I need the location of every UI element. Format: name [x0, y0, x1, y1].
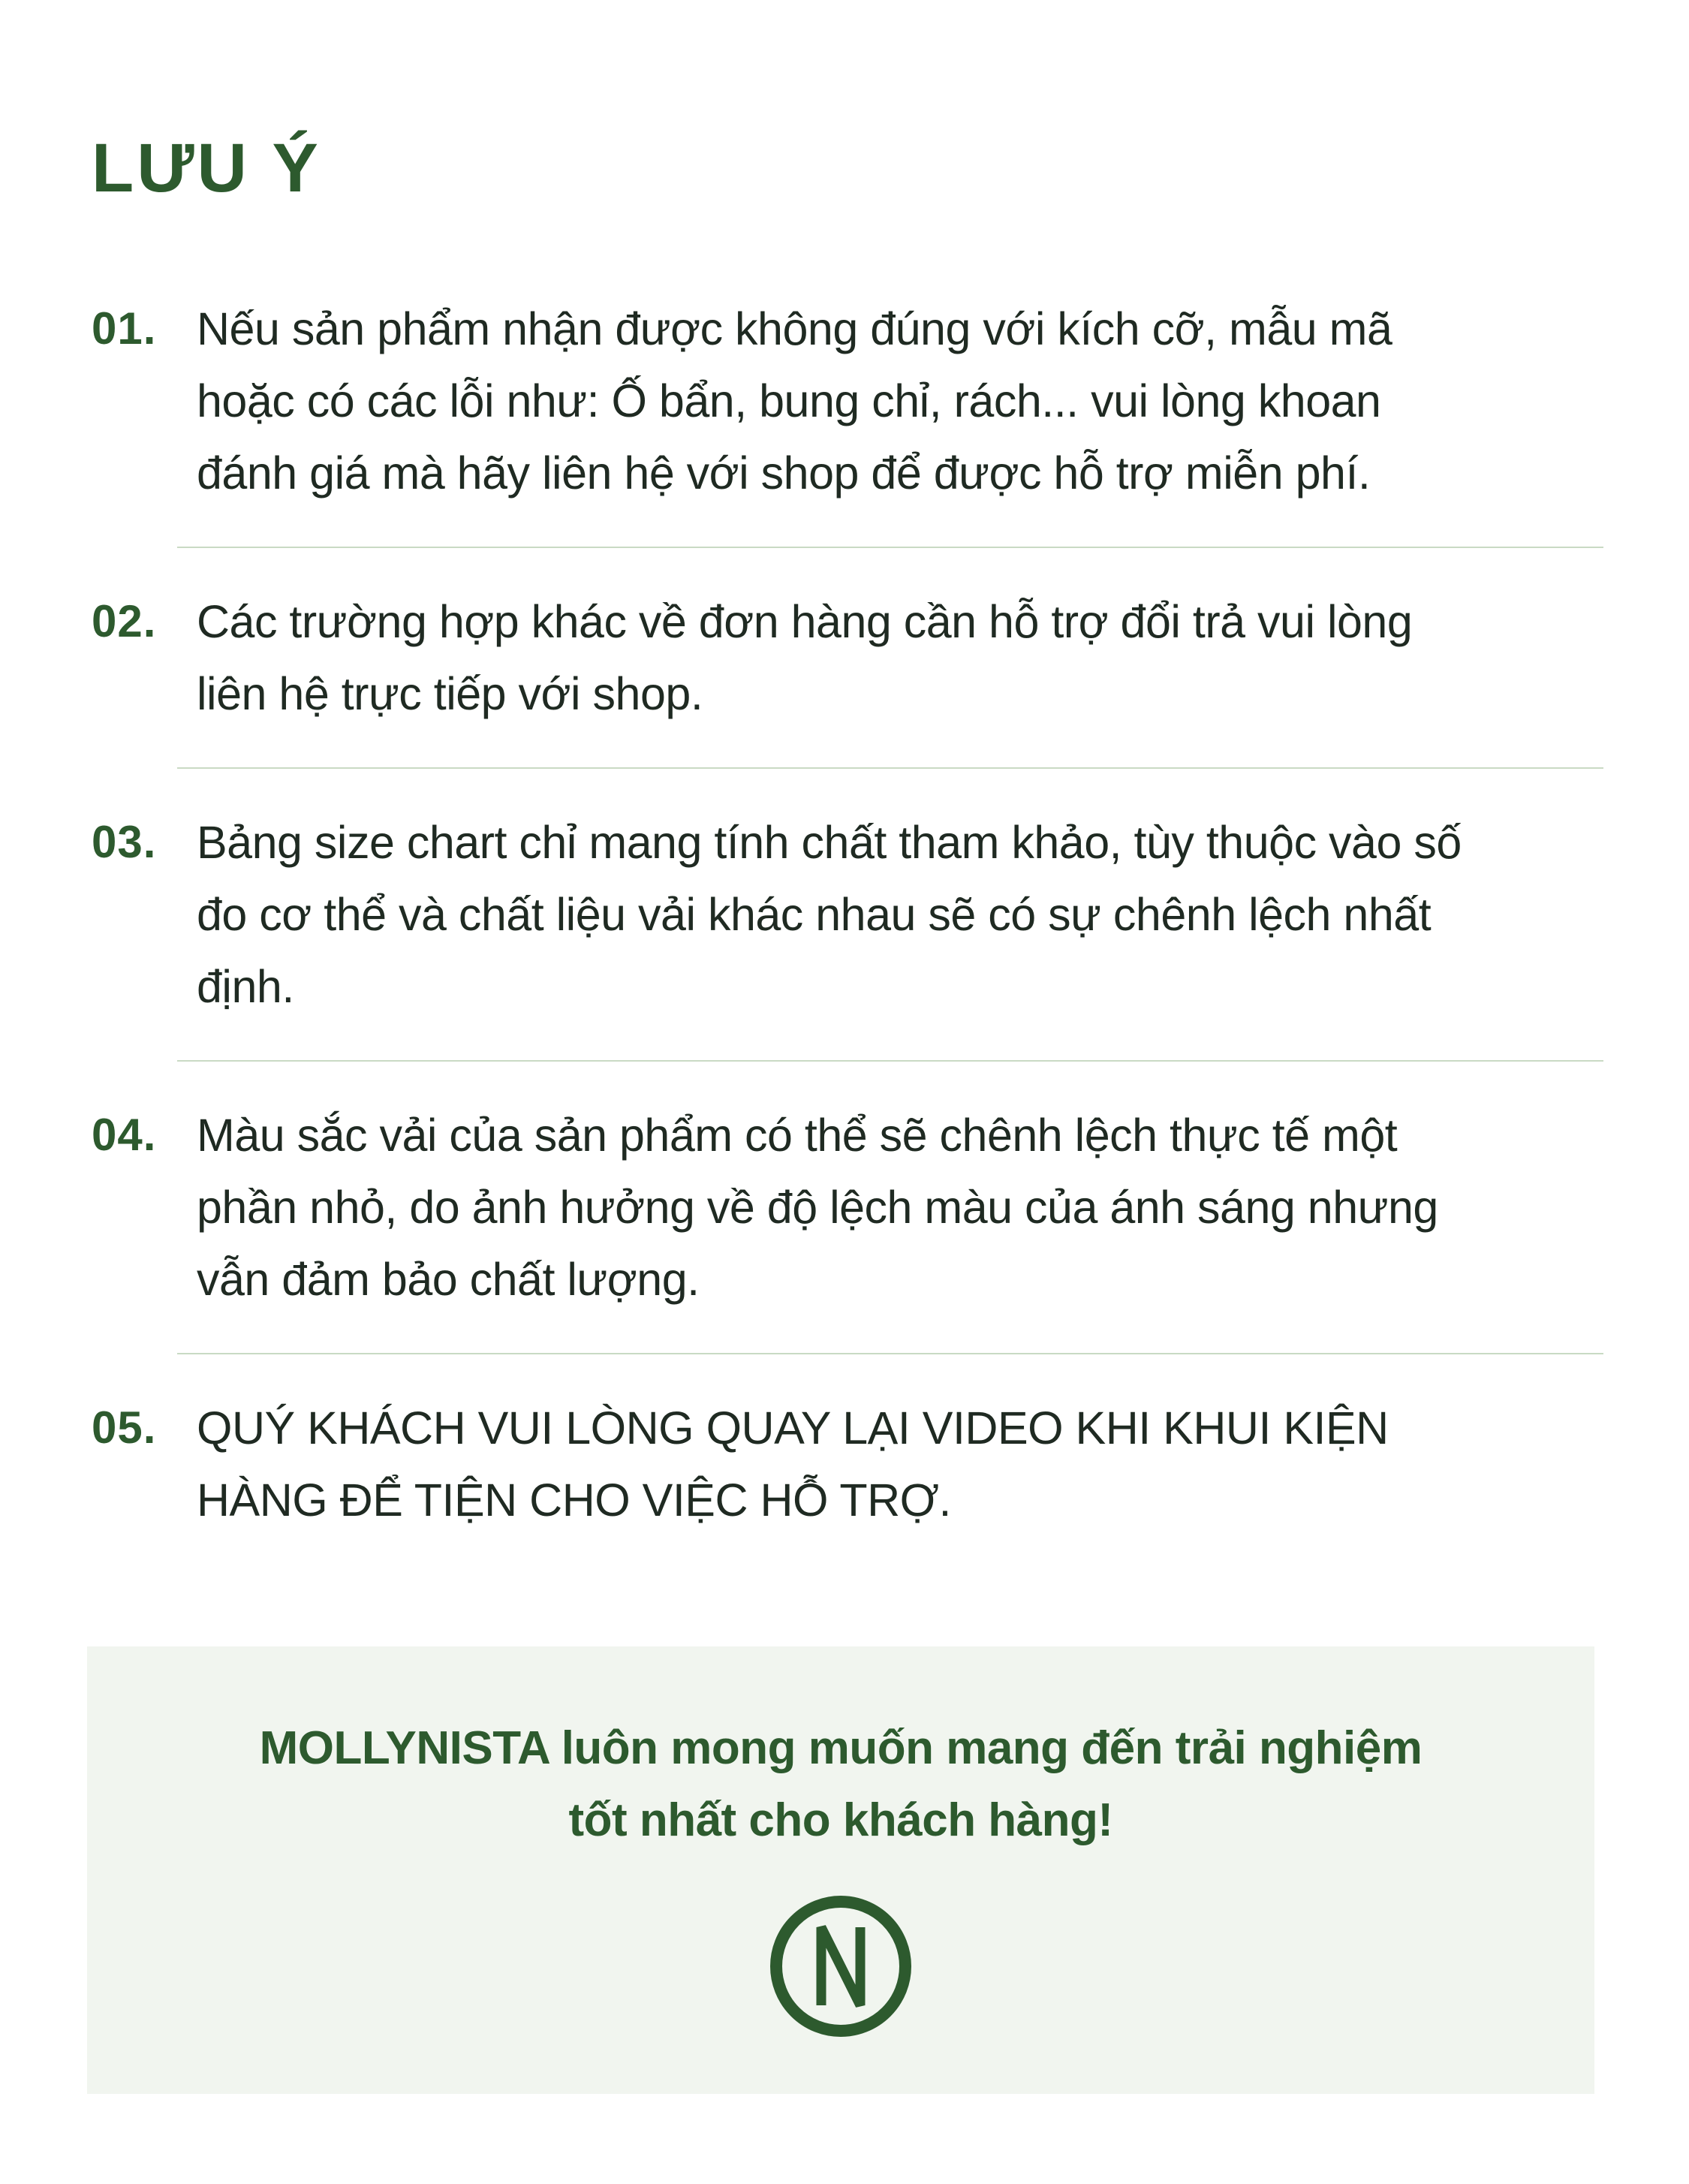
- divider: [177, 547, 1603, 548]
- note-line: hoặc có các lỗi như: Ố bẩn, bung chỉ, rách... vui lòng khoan: [197, 375, 1381, 426]
- page-title: LƯU Ý: [92, 130, 321, 206]
- note-line: Bảng size chart chỉ mang tính chất tham khảo, tùy thuộc vào số: [197, 817, 1462, 868]
- note-number: 05.: [92, 1402, 157, 1453]
- footer-banner: [87, 1646, 1594, 2094]
- note-line: Màu sắc vải của sản phẩm có thể sẽ chênh lệch thực tế một: [197, 1110, 1398, 1161]
- note-text: [197, 806, 1608, 1023]
- divider: [177, 767, 1603, 769]
- note-text: [197, 293, 1608, 509]
- mollynista-m-logo-icon: [766, 1891, 916, 2041]
- footer-message: [87, 1713, 1594, 1857]
- note-line: QUÝ KHÁCH VUI LÒNG QUAY LẠI VIDEO KHI KHUI KIỆN: [197, 1402, 1389, 1453]
- note-number: 03.: [92, 817, 157, 867]
- divider: [177, 1353, 1603, 1354]
- note-text: [197, 1099, 1608, 1315]
- note-line: đánh giá mà hãy liên hệ với shop để được hỗ trợ miễn phí.: [197, 447, 1371, 499]
- divider: [177, 1060, 1603, 1062]
- note-text: [197, 586, 1608, 730]
- note-number: 04.: [92, 1110, 157, 1160]
- note-line: phần nhỏ, do ảnh hưởng về độ lệch màu của ánh sáng nhưng: [197, 1182, 1438, 1233]
- note-text: [197, 1392, 1608, 1536]
- note-line: định.: [197, 961, 294, 1012]
- note-number: 02.: [92, 596, 157, 646]
- note-number: 01.: [92, 303, 157, 354]
- footer-message-line: tốt nhất cho khách hàng!: [568, 1794, 1113, 1846]
- footer-message-line: MOLLYNISTA luôn mong muốn mang đến trải nghiệm: [259, 1722, 1423, 1774]
- note-line: Nếu sản phẩm nhận được không đúng với kích cỡ, mẫu mã: [197, 303, 1392, 354]
- note-line: Các trường hợp khác về đơn hàng cần hỗ trợ đổi trả vui lòng: [197, 596, 1413, 647]
- note-line: vẫn đảm bảo chất lượng.: [197, 1254, 700, 1305]
- note-line: đo cơ thể và chất liệu vải khác nhau sẽ có sự chênh lệch nhất: [197, 889, 1432, 940]
- note-line: HÀNG ĐỂ TIỆN CHO VIỆC HỖ TRỢ.: [197, 1475, 951, 1526]
- note-line: liên hệ trực tiếp với shop.: [197, 668, 703, 719]
